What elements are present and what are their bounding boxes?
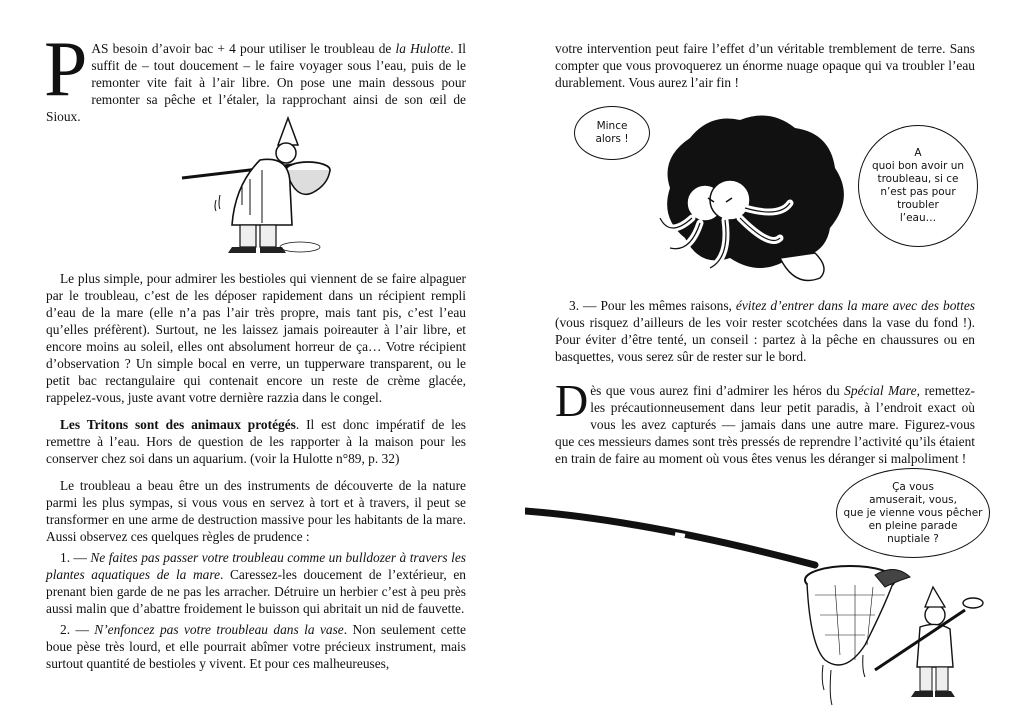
rule-1: 1. — Ne faites pas passer votre troubleau comme un bulldozer à travers les plantes aquatiques de la mare. Caressez-les doucement de l’extérieur, en prenant bien garde de ne pas les arracher. Détruire un herbier c’est à peu près aussi malin que d’abattre froidement le buisson qui abritait un nid de fauvette. <box>46 550 466 616</box>
left-column-lower <box>46 270 466 672</box>
left-column <box>44 25 467 125</box>
octopus-illustration <box>630 108 860 298</box>
fisher-illustration <box>180 115 350 265</box>
final-paragraph: Dès que vous aurez fini d’admirer les héros du Spécial Mare, remettez-les précautionneusement dans leur petit paradis, à l’endroit exact où vous les avez capturés — jamais dans une autre mare. Figurez-vous que ces messieurs dames sont très pressés de reprendre l’activité qu’ils étaient en train de faire au moment où vous êtes venus les déranger si malpoliment ! <box>555 375 975 466</box>
paragraph-tritons: Les Tritons sont des animaux protégés. Il est donc impératif de les remettre à l’eau. Hors de question de les rapporter à la maison pour les conserver chez soi dans un aquarium. (voir la Hulotte n°89, p. 32) <box>46 417 466 466</box>
right-column-top <box>555 40 975 91</box>
intro-paragraph: PAS besoin d’avoir bac + 4 pour utiliser le troubleau de la Hulotte. Il suffit de – tout doucement – le faire voyager sous l’eau, puis de le remonter vite fait à l’air libre. On pose une main dessous pour remonter sa pêche et l’étaler, la rapprochant ainsi de son œil de Sioux. <box>44 25 467 124</box>
rule-3: 3. — Pour les mêmes raisons, évitez d’entrer dans la mare avec des bottes (vous risquez d’ailleurs de les voir rester scotchées dans la vase du fond !). Pour éviter d’être tenté, un conseil : partez à la pêche en chaussures ou en basquettes, vous serez sûr de rester sur le bord. <box>555 298 975 364</box>
paragraph-troubleau: Le troubleau a beau être un des instruments de découverte de la nature parmi les plus sympas, si vous vous en servez à tort et à travers, il peut se transformer en une arme de destruction massive pour les habitants de la mare. Aussi observez ces quelques règles de prudence : <box>46 478 466 544</box>
drop-cap: P <box>44 25 88 112</box>
speech-bubble-quoi-bon: A quoi bon avoir un troubleau, si ce n’est pas pour troubler l’eau… <box>858 125 978 247</box>
rule-2: 2. — N’enfoncez pas votre troubleau dans la vase. Non seulement cette boue pèse très lourd, et elle pourrait abîmer votre précieux instrument, mais surtout quantité de bestioles y vivent. Et pour ces malheureuses, <box>46 622 466 671</box>
paragraph-simple: Le plus simple, pour admirer les bestioles qui viennent de se faire alpaguer par le troubleau, c’est de les déposer rapidement dans un récipient rempli d’eau de la mare (elle n’a pas l’air très propre, mais tant pis, c’est l’eau qu’elles préfèrent). Surtout, ne les laissez jamais poireauter à l’air libre, et encore moins au soleil, elles ont absolument horreur de ça… Votre récipient d’observation ? Un simple bocal en verre, un tupperware transparent, ou le petit bac rectangulaire qui contenait encore un reste de crème glacée, rappelez-vous, juste avant votre dernière razzia dans le congel. <box>46 271 466 405</box>
speech-bubble-amuse: Ça vous amuserait, vous, que je vienne vous pêcher en pleine parade nuptiale ? <box>836 468 990 558</box>
drop-cap: D <box>555 375 589 426</box>
speech-bubble-mince: Mince alors ! <box>574 106 650 160</box>
right-column-middle <box>555 297 975 467</box>
paragraph-continued: votre intervention peut faire l’effet d’un véritable tremblement de terre. Sans compter que vous provoquerez un énorme nuage opaque qui va troubler l’eau durablement. Vous aurez l’air fin ! <box>555 41 975 90</box>
